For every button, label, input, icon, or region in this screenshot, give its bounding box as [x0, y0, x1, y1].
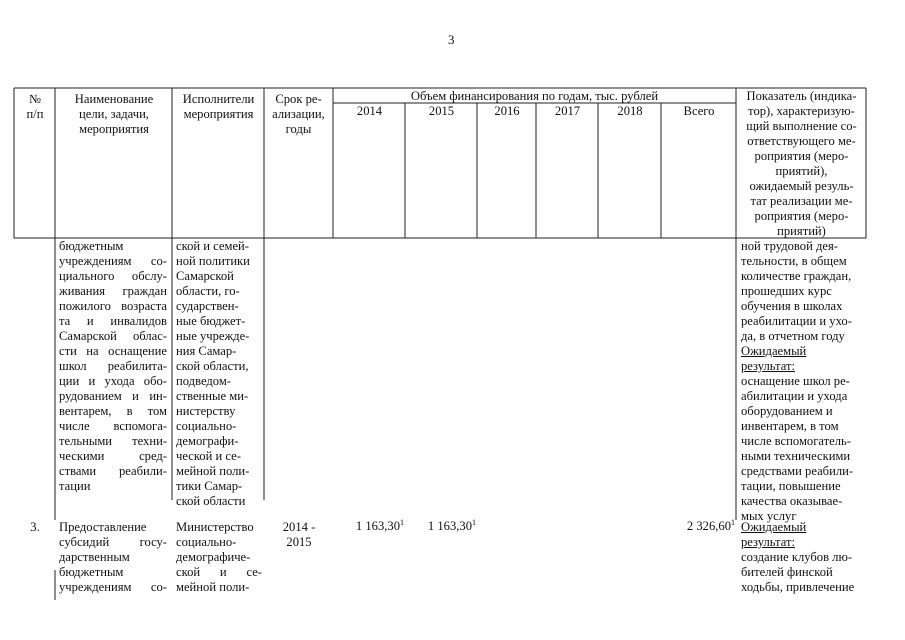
header-year-2018: 2018: [617, 104, 643, 118]
cont-exec-line: мейной поли-: [176, 464, 250, 478]
header-name: [57, 92, 171, 137]
cont-name-line: Самарской облас-: [59, 329, 167, 343]
footnote-mark: 1: [472, 518, 476, 527]
cont-expected-line: оборудованием и: [741, 404, 833, 418]
cont-exec-line: ской области: [176, 494, 246, 508]
cont-name-line: ции и ухода обо-: [59, 374, 167, 388]
header-indicator-line: роприятия (меро-: [754, 149, 849, 163]
cont-name-line: вентарем, в том: [59, 404, 167, 418]
row3-term-line: 2014 -: [282, 520, 316, 534]
header-indicator-line: тор), характеризую-: [748, 104, 855, 118]
cont-name-cell: [59, 239, 167, 494]
header-indicator-line: ожидаемый резуль-: [749, 179, 854, 193]
row3-exec-line: социально-: [176, 535, 237, 549]
header-funding: Объем финансирования по годам, тыс. рублей: [410, 89, 659, 103]
cont-name-line: учреждениям со-: [59, 254, 167, 268]
cont-name-line: живания граждан: [59, 284, 167, 298]
row3-value-2015-text: 1 163,30: [427, 519, 472, 533]
header-executors: [174, 92, 263, 122]
cont-exec-line: подведом-: [176, 374, 232, 388]
row3-name-line: дарственным: [59, 550, 130, 564]
cont-ind-line: реабилитации и ухо-: [741, 314, 852, 328]
row3-exec-line: ской и се-: [176, 565, 262, 579]
row3-indicator-cell: [741, 520, 865, 595]
header-num-line: №: [28, 92, 42, 106]
row3-executors-cell: [176, 520, 262, 595]
cont-exec-line: демографи-: [176, 434, 239, 448]
header-term-line: Срок ре-: [275, 92, 322, 106]
cont-name-line: пожилого возраста: [59, 299, 167, 313]
row3-value-2014-text: 1 163,30: [355, 519, 400, 533]
cont-expected-line: тации, повышение: [741, 479, 841, 493]
cont-exec-line: сударствен-: [176, 299, 239, 313]
cont-expected-line: абилитации и ухода: [741, 389, 848, 403]
cont-ind-line: ной трудовой дея-: [741, 239, 838, 253]
cont-expected-line: мых услуг: [741, 509, 797, 523]
header-name-line: цели, задачи,: [79, 107, 149, 121]
header-year-2017: 2017: [554, 104, 581, 118]
row3-term-line: 2015: [286, 535, 312, 549]
cont-exec-line: ния Самар-: [176, 344, 237, 358]
cont-ind-line: тельности, в общем: [741, 254, 847, 268]
header-indicator-line: ответствующего ме-: [747, 134, 856, 148]
cont-expected-line: оснащение школ ре-: [741, 374, 850, 388]
cont-exec-line: нистерству: [176, 404, 236, 418]
row3-term: [266, 520, 332, 550]
header-term-line: годы: [285, 122, 312, 136]
row3-name-line: учреждениям со-: [59, 580, 167, 594]
header-executors-line: Исполнители: [182, 92, 255, 106]
cont-expected-label: результат:: [741, 359, 795, 373]
header-year-2014: 2014: [356, 104, 383, 118]
header-indicator-line: тат реализации ме-: [750, 194, 853, 208]
cont-expected-line: числе вспомогатель-: [741, 434, 851, 448]
cont-ind-line: да, в отчетном году: [741, 329, 845, 343]
cont-ind-line: обучения в школах: [741, 299, 843, 313]
cont-expected-line: средствами реабили-: [741, 464, 854, 478]
cont-ind-line: количестве граждан,: [741, 269, 852, 283]
footnote-mark: 1: [400, 518, 404, 527]
cont-executors-cell: [176, 239, 262, 509]
row3-num: 3.: [30, 520, 40, 534]
row3-total-text: 2 326,60: [686, 519, 731, 533]
header-indicator-line: щий выполнение со-: [746, 119, 857, 133]
cont-name-line: та и инвалидов: [59, 314, 167, 328]
cont-ind-line: прошедших курс: [741, 284, 832, 298]
row3-ind-line: создание клубов лю-: [741, 550, 853, 564]
row3-name-line: субсидий госу-: [59, 535, 167, 549]
row3-name-line: Предоставление: [59, 520, 147, 534]
row3-value-2014: [334, 519, 404, 534]
cont-name-line: школ реабилита-: [59, 359, 167, 373]
cont-expected-label: Ожидаемый: [741, 344, 807, 358]
header-executors-line: мероприятия: [183, 107, 254, 121]
header-indicator-line: приятий),: [775, 164, 828, 178]
footnote-mark: 1: [731, 518, 735, 527]
header-indicator-line: приятий): [777, 224, 826, 238]
cont-name-line: циального обслу-: [59, 269, 167, 283]
header-year-2015: 2015: [428, 104, 455, 118]
header-name-line: мероприятия: [79, 122, 149, 136]
header-num: [16, 92, 54, 122]
row3-ind-line: ходьбы, привлечение: [741, 580, 855, 594]
cont-name-line: рудованием и ин-: [59, 389, 167, 403]
row3-total: [662, 519, 735, 534]
cont-exec-line: ственные ми-: [176, 389, 249, 403]
row3-expected-label: Ожидаемый: [741, 520, 807, 534]
cont-exec-line: области, го-: [176, 284, 240, 298]
header-num-line: п/п: [26, 107, 44, 121]
row3-exec-line: мейной поли-: [176, 580, 250, 594]
cont-name-line: ческими сред-: [59, 449, 167, 463]
cont-expected-line: качества оказывае-: [741, 494, 843, 508]
header-term-line: ализации,: [272, 107, 325, 121]
row3-value-2015: [406, 519, 476, 534]
header-indicator: [737, 89, 866, 239]
cont-name-line: сти на оснащение: [59, 344, 167, 358]
row3-exec-line: Министерство: [176, 520, 254, 534]
row3-exec-line: демографиче-: [176, 550, 251, 564]
cont-name-line: бюджетным: [59, 239, 124, 253]
cont-exec-line: ные бюджет-: [176, 314, 246, 328]
row3-ind-line: бителей финской: [741, 565, 833, 579]
cont-name-line: тации: [59, 479, 91, 493]
row3-name-cell: [59, 520, 167, 595]
row3-expected-label: результат:: [741, 535, 795, 549]
cont-name-line: тельными техни-: [59, 434, 167, 448]
header-indicator-line: роприятия (меро-: [754, 209, 849, 223]
cont-exec-line: социально-: [176, 419, 237, 433]
cont-exec-line: ской области,: [176, 359, 249, 373]
cont-expected-line: ными техническими: [741, 449, 851, 463]
cont-exec-line: ной политики: [176, 254, 250, 268]
cont-exec-line: Самарской: [176, 269, 234, 283]
cont-exec-line: ской и семей-: [176, 239, 249, 253]
row3-name-line: бюджетным: [59, 565, 124, 579]
cont-name-line: числе вспомога-: [59, 419, 167, 433]
header-indicator-line: Показатель (индика-: [746, 89, 857, 103]
page-number: 3: [448, 32, 455, 47]
cont-exec-line: ческой и се-: [176, 449, 241, 463]
cont-exec-line: ные учрежде-: [176, 329, 250, 343]
cont-exec-line: тики Самар-: [176, 479, 243, 493]
header-term: [265, 92, 332, 137]
header-year-2016: 2016: [494, 104, 520, 118]
header-name-line: Наименование: [74, 92, 154, 106]
cont-name-line: ствами реабили-: [59, 464, 167, 478]
header-total: Всего: [683, 104, 715, 118]
cont-indicator-cell: [741, 239, 865, 524]
cont-expected-line: инвентарем, в том: [741, 419, 839, 433]
